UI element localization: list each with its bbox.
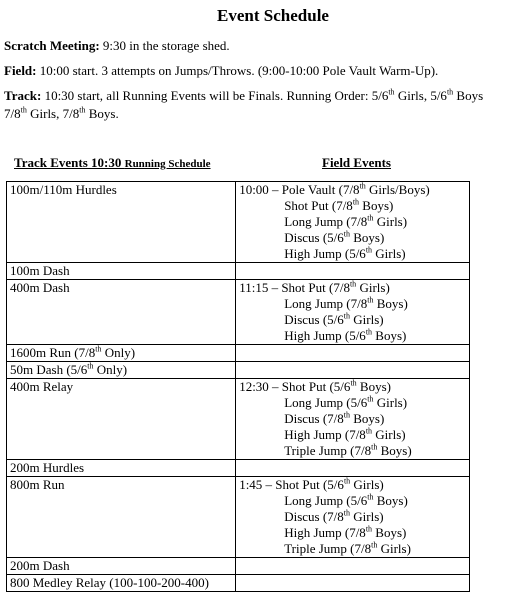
field-event-text: 1:45 – Shot Put (5/6 xyxy=(239,477,344,492)
field-event-text: Girls/Boys) xyxy=(365,182,430,197)
field-event-text: Girls) xyxy=(373,395,408,410)
track-line xyxy=(4,87,483,105)
field-label: Field: xyxy=(4,63,37,78)
ordinal-suffix: th xyxy=(367,213,374,223)
track-event-name: 1600m Run (7/8 xyxy=(10,345,96,360)
field-event-line xyxy=(239,411,469,427)
field-event-text: Boys) xyxy=(350,230,385,245)
field-event-line xyxy=(239,246,469,262)
track-text: 10:30 start, all Running Events will be Finals. Running Order: 5/6 xyxy=(41,88,389,103)
table-row xyxy=(7,477,470,558)
track-event-cell xyxy=(7,460,236,477)
track-event-name: 800 Medley Relay (100-100-200-400) xyxy=(10,575,209,590)
table-row xyxy=(7,345,470,362)
field-event-text: High Jump (5/6 xyxy=(284,328,366,343)
track-event-cell xyxy=(7,477,236,558)
field-event-text: Girls) xyxy=(372,427,406,442)
ordinal-suffix: th xyxy=(349,279,357,289)
ordinal-suffix: th xyxy=(371,540,378,550)
track-text: Girls, 5/6 xyxy=(394,88,447,103)
field-event-text: Boys) xyxy=(377,443,412,458)
field-event-text: Boys) xyxy=(372,525,407,540)
table-row xyxy=(7,379,470,460)
track-events-header xyxy=(14,155,211,171)
field-event-text: Boys) xyxy=(359,198,394,213)
field-event-cell xyxy=(236,182,470,263)
field-event-line xyxy=(239,214,469,230)
track-text: 7/8 xyxy=(4,106,21,121)
ordinal-suffix: th xyxy=(352,197,360,207)
track-event-cell xyxy=(7,345,236,362)
track-event-name: 100m/110m Hurdles xyxy=(10,182,117,197)
field-text: 10:00 start. 3 attempts on Jumps/Throws. (9:00-10:00 Pole Vault Warm-Up). xyxy=(36,63,439,78)
ordinal-suffix: th xyxy=(343,508,351,518)
track-text: Boys xyxy=(453,88,484,103)
ordinal-suffix: th xyxy=(343,410,351,420)
scratch-meeting-text: 9:30 in the storage shed. xyxy=(99,38,230,53)
ordinal-suffix: th xyxy=(20,105,27,115)
ordinal-suffix: th xyxy=(343,229,351,239)
field-event-text: Boys) xyxy=(372,328,407,343)
ordinal-suffix: th xyxy=(365,426,373,436)
track-event-name: 200m Dash xyxy=(10,558,70,573)
field-event-text: 12:30 – Shot Put (5/6 xyxy=(239,379,351,394)
field-event-line xyxy=(239,493,469,509)
field-line xyxy=(4,62,438,80)
track-event-name: 400m Relay xyxy=(10,379,74,394)
field-event-text: Shot Put (7/8 xyxy=(284,198,353,213)
ordinal-suffix: th xyxy=(365,245,373,255)
field-event-line xyxy=(239,443,469,459)
field-event-text: Boys) xyxy=(373,296,408,311)
field-event-cell xyxy=(236,460,470,477)
field-event-line xyxy=(239,296,469,312)
table-row xyxy=(7,575,470,592)
track-event-name: Only) xyxy=(93,362,128,377)
table-row xyxy=(7,460,470,477)
ordinal-suffix: th xyxy=(388,87,395,97)
track-event-cell xyxy=(7,280,236,345)
table-row xyxy=(7,263,470,280)
page-title: Event Schedule xyxy=(217,6,329,25)
ordinal-suffix: th xyxy=(95,344,102,354)
field-event-cell xyxy=(236,558,470,575)
track-event-cell xyxy=(7,575,236,592)
ordinal-suffix: th xyxy=(350,378,357,388)
track-event-cell xyxy=(7,362,236,379)
field-event-text: Girls) xyxy=(356,280,390,295)
field-event-line xyxy=(239,379,469,395)
table-row xyxy=(7,558,470,575)
track-event-name: Only) xyxy=(101,345,136,360)
field-event-cell xyxy=(236,379,470,460)
scratch-meeting-line xyxy=(4,37,230,55)
field-event-line xyxy=(239,541,469,557)
field-event-line xyxy=(239,280,469,296)
field-event-text: Girls) xyxy=(372,246,406,261)
track-line-2 xyxy=(4,105,119,123)
ordinal-suffix: th xyxy=(79,105,86,115)
track-event-name: 200m Hurdles xyxy=(10,460,85,475)
field-event-line xyxy=(239,328,469,344)
field-event-text: Long Jump (5/6 xyxy=(284,395,368,410)
field-event-text: Boys) xyxy=(350,411,385,426)
field-event-text: Discus (7/8 xyxy=(284,509,344,524)
field-event-text: High Jump (7/8 xyxy=(284,427,366,442)
field-event-text: Triple Jump (7/8 xyxy=(284,541,372,556)
field-event-cell xyxy=(236,575,470,592)
field-event-text: Girls) xyxy=(350,509,384,524)
track-text: Boys. xyxy=(85,106,119,121)
field-event-line xyxy=(239,182,469,198)
field-event-line xyxy=(239,477,469,493)
field-event-line xyxy=(239,230,469,246)
schedule-table xyxy=(6,181,470,592)
field-event-text: Girls) xyxy=(350,312,384,327)
track-event-name: 50m Dash (5/6 xyxy=(10,362,88,377)
field-event-text: Long Jump (7/8 xyxy=(284,214,368,229)
ordinal-suffix: th xyxy=(365,524,373,534)
track-event-name: 800m Run xyxy=(10,477,65,492)
track-event-name: 100m Dash xyxy=(10,263,70,278)
field-event-text: Boys) xyxy=(356,379,391,394)
field-event-text: Boys) xyxy=(373,493,408,508)
ordinal-suffix: th xyxy=(87,361,94,371)
track-event-cell xyxy=(7,263,236,280)
field-event-text: Long Jump (7/8 xyxy=(284,296,368,311)
field-event-cell xyxy=(236,345,470,362)
field-event-text: Triple Jump (7/8 xyxy=(284,443,372,458)
field-event-text: Girls) xyxy=(373,214,408,229)
ordinal-suffix: th xyxy=(343,311,351,321)
field-event-text: High Jump (5/6 xyxy=(284,246,366,261)
field-event-line xyxy=(239,198,469,214)
ordinal-suffix: th xyxy=(365,327,373,337)
field-event-line xyxy=(239,395,469,411)
table-row xyxy=(7,280,470,345)
ordinal-suffix: th xyxy=(446,87,454,97)
track-events-header-text: Track Events 10:30 xyxy=(14,155,125,170)
track-event-name: 400m Dash xyxy=(10,280,70,295)
ordinal-suffix: th xyxy=(367,295,374,305)
field-event-text: Girls) xyxy=(350,477,384,492)
field-event-cell xyxy=(236,362,470,379)
field-event-cell xyxy=(236,280,470,345)
field-event-text: Long Jump (5/6 xyxy=(284,493,368,508)
scratch-meeting-label: Scratch Meeting: xyxy=(4,38,100,53)
table-row xyxy=(7,362,470,379)
track-event-cell xyxy=(7,379,236,460)
field-event-cell xyxy=(236,477,470,558)
field-events-header: Field Events xyxy=(322,155,391,170)
field-event-text: 10:00 – Pole Vault (7/8 xyxy=(239,182,360,197)
table-row xyxy=(7,182,470,263)
ordinal-suffix: th xyxy=(367,492,374,502)
field-event-line xyxy=(239,312,469,328)
field-event-text: Discus (5/6 xyxy=(284,312,344,327)
running-schedule-header-text: Running Schedule xyxy=(124,158,211,170)
field-event-cell xyxy=(236,263,470,280)
ordinal-suffix: th xyxy=(371,442,378,452)
ordinal-suffix: th xyxy=(359,181,366,191)
field-event-text: Discus (7/8 xyxy=(284,411,344,426)
field-event-line xyxy=(239,509,469,525)
field-event-text: 11:15 – Shot Put (7/8 xyxy=(239,280,350,295)
ordinal-suffix: th xyxy=(343,476,351,486)
ordinal-suffix: th xyxy=(367,394,374,404)
field-event-text: High Jump (7/8 xyxy=(284,525,366,540)
track-label: Track: xyxy=(4,88,42,103)
track-event-cell xyxy=(7,558,236,575)
track-text: Girls, 7/8 xyxy=(26,106,80,121)
field-event-text: Discus (5/6 xyxy=(284,230,344,245)
field-event-line xyxy=(239,525,469,541)
track-event-cell xyxy=(7,182,236,263)
field-event-text: Girls) xyxy=(377,541,411,556)
field-event-line xyxy=(239,427,469,443)
